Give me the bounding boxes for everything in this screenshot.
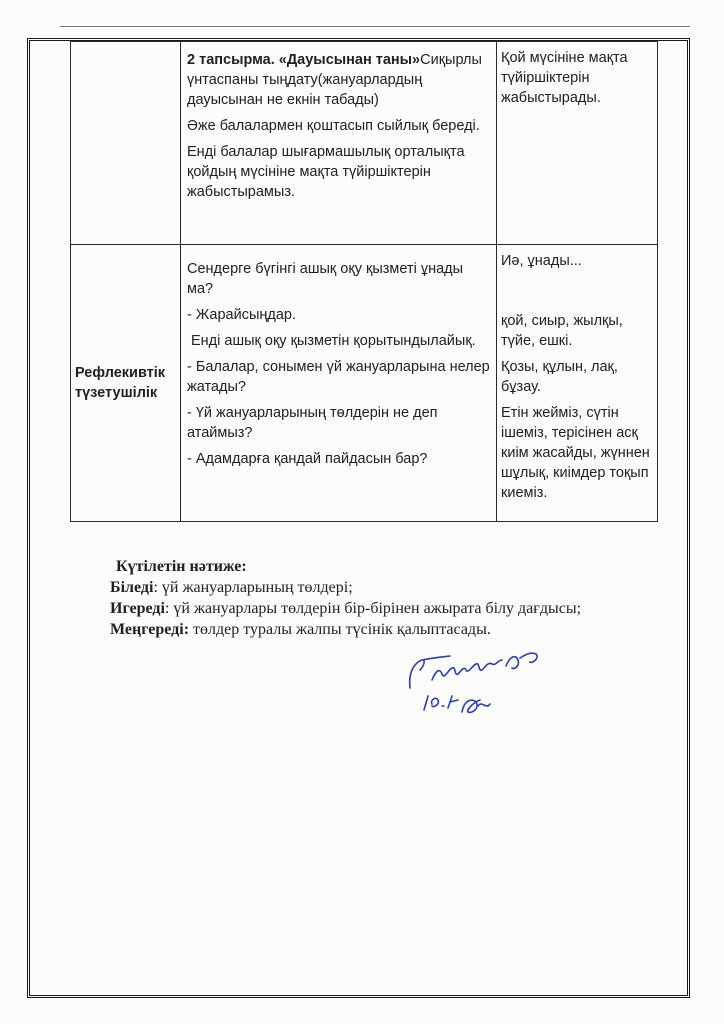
lesson-table xyxy=(70,41,658,522)
result-label: Меңгереді: xyxy=(110,621,190,638)
stage-cell-empty xyxy=(71,42,181,245)
teacher-line: - Жарайсыңдар. xyxy=(187,307,296,323)
result-line xyxy=(110,598,670,619)
stage-label: Рефлекивтік түзетушілік xyxy=(75,365,166,401)
teacher-line: - Үй жануарларының төлдерін не деп атаймыз? xyxy=(187,405,438,441)
task-text: Сиқырлы үнтаспаны тыңдату(жануарлардың дауысынан не екнін табады) xyxy=(187,52,482,108)
result-text: төлдер туралы жалпы түсінік қалыптасады. xyxy=(189,621,491,638)
children-line: Қой мүсініне мақта түйіршіктерін жабыстырады. xyxy=(501,50,628,106)
teacher-line: Сендерге бүгінгі ашық оқу қызметі ұнады ма? xyxy=(187,261,464,297)
children-line: Қозы, құлын, лақ, бұзау. xyxy=(501,359,618,395)
children-activity-cell xyxy=(497,42,658,245)
result-text: : үй жануарлары төлдерін бір-бірінен ажырата білу дағдысы; xyxy=(164,600,582,617)
top-rule xyxy=(60,26,690,27)
teacher-line: Енді ашық оқу қызметін қорытындылайық. xyxy=(191,333,476,349)
handwritten-signature xyxy=(402,640,552,730)
result-label: Біледі xyxy=(110,579,154,596)
result-line xyxy=(110,577,670,598)
teacher-activity-cell xyxy=(181,245,497,522)
task-paragraph xyxy=(187,50,490,110)
task-title: 2 тапсырма. «Дауысынан таны» xyxy=(187,52,421,68)
teacher-line: Әже балалармен қоштасып сыйлық береді. xyxy=(187,118,480,134)
teacher-line: Енді балалар шығармашылық орталықта қойдың мүсініне мақта түйіршіктерін жабыстырамыз. xyxy=(187,144,465,200)
children-line: қой, сиыр, жылқы, түйе, ешкі. xyxy=(501,313,623,349)
children-line: Етін жейміз, сүтін ішеміз, терісінен асқ киім жасайды, жүннен шұлық, киімдер тоқып киеміз. xyxy=(501,405,650,501)
teacher-line: - Балалар, сонымен үй жануарларына нелер жатады? xyxy=(187,359,490,395)
table-row xyxy=(71,42,658,245)
children-line: Иә, ұнады... xyxy=(501,253,582,269)
expected-result xyxy=(110,556,670,640)
result-line xyxy=(110,619,670,640)
teacher-activity-cell xyxy=(181,42,497,245)
stage-cell xyxy=(71,245,181,522)
result-label: Игереді xyxy=(110,600,165,617)
teacher-line: - Адамдарға қандай пайдасын бар? xyxy=(187,451,428,467)
result-text: : үй жануарларының төлдері; xyxy=(153,579,353,596)
result-heading: Күтілетін нәтиже: xyxy=(116,558,247,575)
children-activity-cell xyxy=(497,245,658,522)
table-row xyxy=(71,245,658,522)
